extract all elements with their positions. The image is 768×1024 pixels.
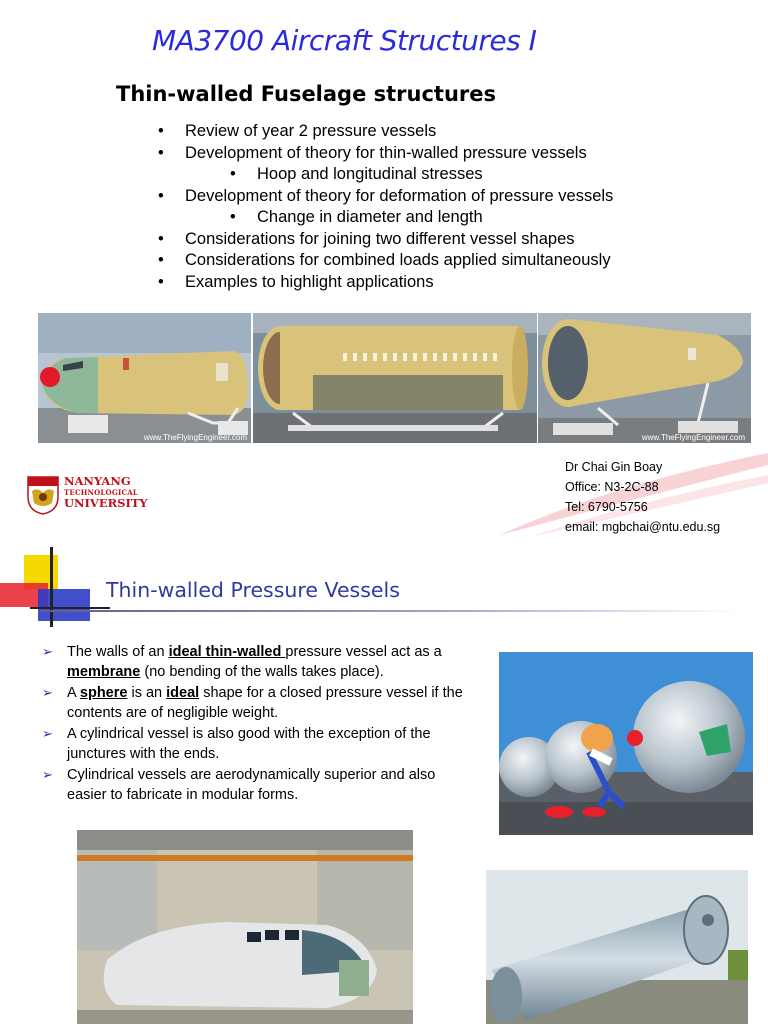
point-text: Cylindrical vessels are aerodynamically superior and also easier to fabricate in modular forms. — [67, 767, 436, 803]
topic-item: • Examples to highlight applications — [158, 272, 434, 291]
point-text: pressure vessel act as a — [285, 644, 442, 660]
topic-subitem: • Hoop and longitudinal stresses — [230, 165, 483, 183]
bullet-point — [42, 724, 467, 764]
topic-item: • Review of year 2 pressure vessels — [158, 122, 437, 140]
course-title: MA3700 Aircraft Structures I — [152, 24, 537, 57]
topic-item: • Considerations for combined loads applied simultaneously — [158, 251, 611, 269]
fuselage-nose-photo — [38, 313, 251, 443]
photo-watermark: www.TheFlyingEngineer.com — [641, 433, 745, 442]
fuselage-tail-photo — [538, 313, 751, 443]
point-text: A — [67, 685, 80, 701]
point-text: (no bending of the walls takes place). — [140, 664, 384, 680]
emphasis-term: membrane — [67, 664, 141, 680]
topic-item: • Development of theory for thin-walled pressure vessels — [158, 143, 587, 162]
slide-title: Thin-walled Pressure Vessels — [106, 578, 400, 602]
cylindrical-tank-photo — [486, 870, 748, 1024]
arrow-bullet-icon: ➢ — [42, 767, 53, 782]
arrow-bullet-icon: ➢ — [42, 644, 53, 659]
bullet-point — [42, 683, 467, 723]
pressure-vessel-points — [42, 642, 467, 806]
topic-list — [0, 122, 768, 294]
fuselage-photo-strip — [38, 313, 751, 443]
title-divider — [40, 610, 740, 612]
contact-tel: Tel: 6790-5756 — [565, 500, 648, 514]
point-text: shape for a closed pressure vessel if the contents are of negligible weight. — [67, 685, 463, 721]
emphasis-term: ideal — [166, 685, 200, 701]
contact-email: email: mgbchai@ntu.edu.sg — [565, 520, 721, 534]
contact-info — [565, 457, 720, 537]
spherical-tanks-photo — [499, 652, 753, 835]
bullet-point — [42, 765, 467, 805]
topic-subitem: • Change in diameter and length — [230, 208, 483, 226]
topic-item: • Development of theory for deformation of pressure vessels — [158, 186, 614, 205]
fuselage-section-photo — [253, 313, 537, 443]
point-text: The walls of an — [67, 644, 169, 660]
contact-name: Dr Chai Gin Boay — [565, 460, 663, 474]
emphasis-term: sphere — [79, 685, 128, 701]
corner-decoration — [0, 545, 110, 635]
arrow-bullet-icon: ➢ — [42, 685, 53, 700]
contact-office: Office: N3-2C-88 — [565, 480, 659, 494]
photo-watermark: www.TheFlyingEngineer.com — [143, 433, 247, 442]
arrow-bullet-icon: ➢ — [42, 726, 53, 741]
point-text: is an — [127, 685, 167, 701]
section-heading: Thin-walled Fuselage structures — [116, 82, 497, 106]
ntu-wordmark: NANYANG TECHNOLOGICAL UNIVERSITY — [64, 474, 148, 510]
bullet-point — [42, 642, 467, 682]
topic-item: • Considerations for joining two different vessel shapes — [158, 229, 575, 248]
fuselage-hangar-photo — [77, 830, 413, 1024]
point-text: A cylindrical vessel is also good with the exception of the junctures with the ends. — [67, 726, 431, 762]
emphasis-term: ideal thin-walled — [168, 644, 286, 660]
